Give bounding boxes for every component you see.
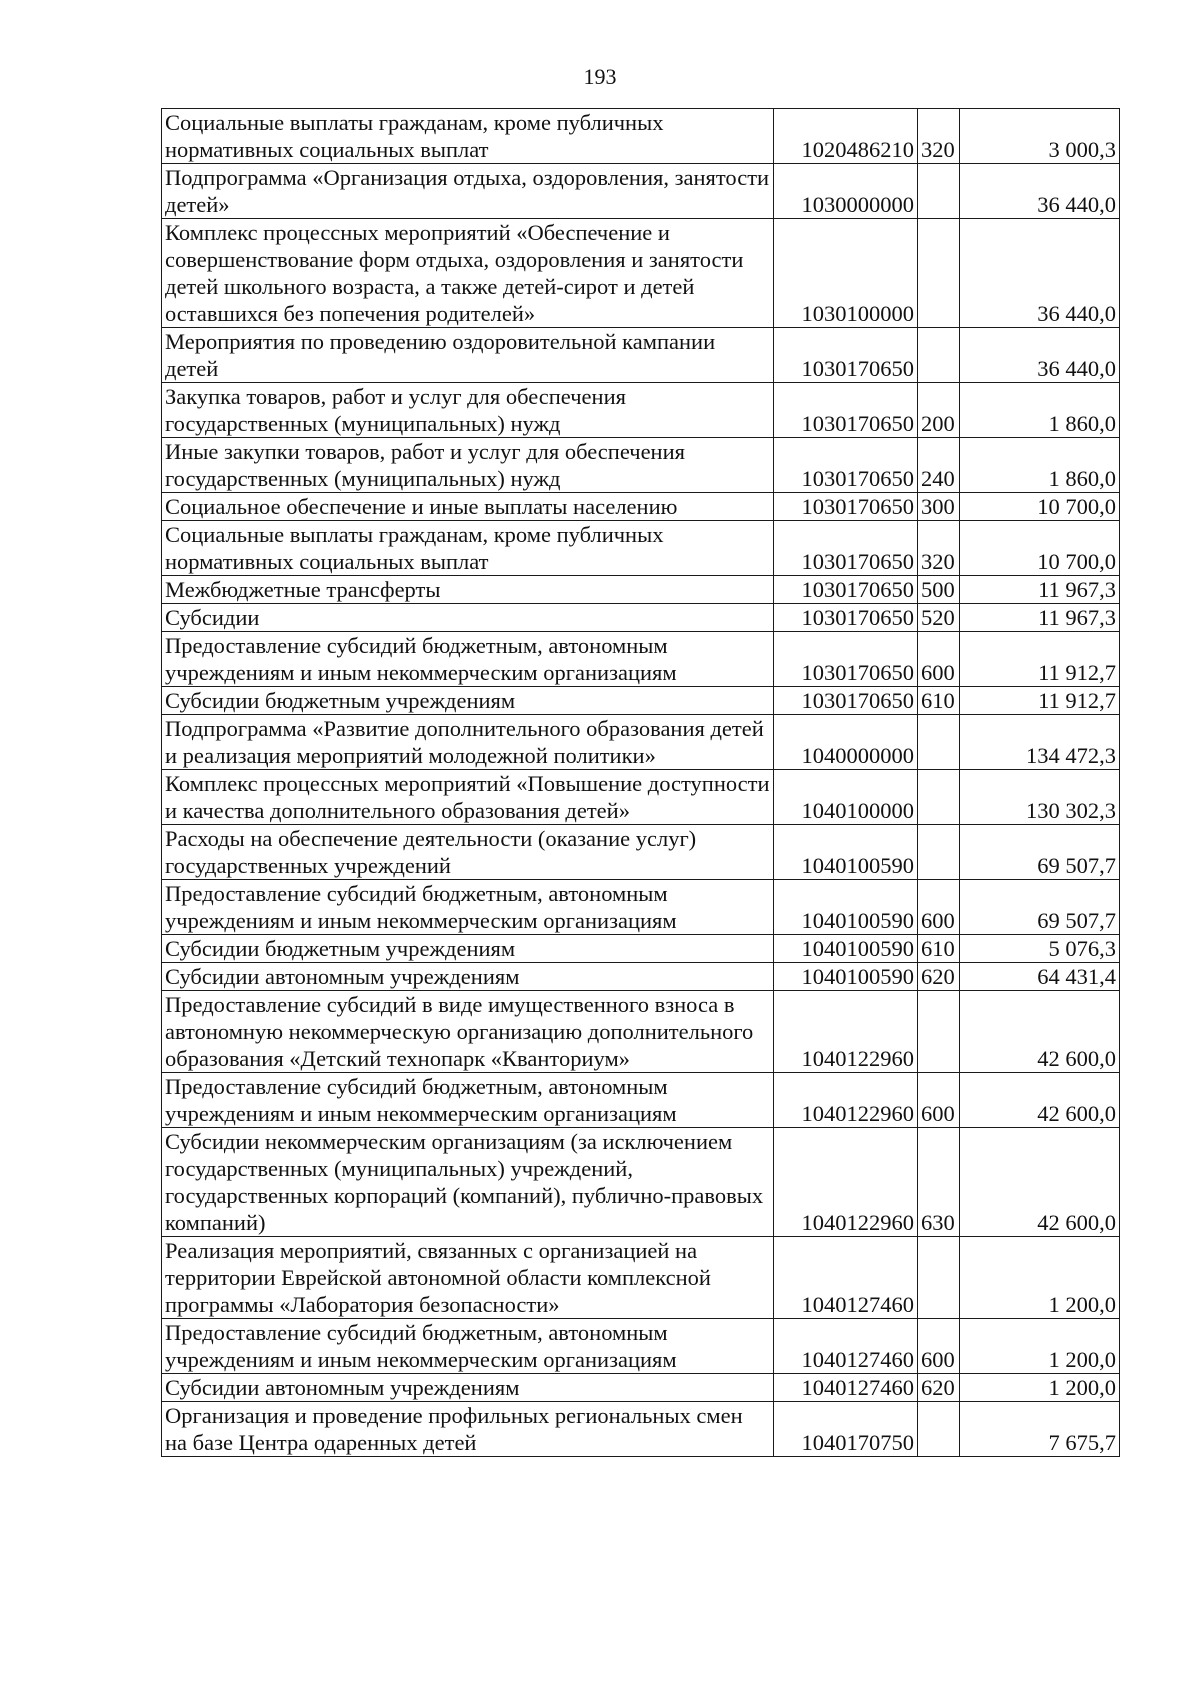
row-name: Подпрограмма «Развитие дополнительного образования детей и реализация мероприятий молодежной политики» xyxy=(162,715,774,770)
row-code: 1040100590 xyxy=(774,935,918,963)
row-code: 1040100590 xyxy=(774,963,918,991)
row-sum: 7 675,7 xyxy=(960,1402,1120,1457)
table-row xyxy=(162,963,1120,991)
row-sum: 69 507,7 xyxy=(960,825,1120,880)
table-row xyxy=(162,383,1120,438)
row-code: 1030100000 xyxy=(774,219,918,328)
row-code: 1020486210 xyxy=(774,109,918,164)
row-name: Субсидии xyxy=(162,604,774,632)
row-vr: 600 xyxy=(918,1319,960,1374)
row-vr xyxy=(918,1402,960,1457)
row-code: 1040127460 xyxy=(774,1237,918,1319)
row-name: Закупка товаров, работ и услуг для обеспечения государственных (муниципальных) нужд xyxy=(162,383,774,438)
row-vr xyxy=(918,328,960,383)
row-code: 1040127460 xyxy=(774,1374,918,1402)
table-row xyxy=(162,604,1120,632)
row-code: 1030170650 xyxy=(774,438,918,493)
page-number: 193 xyxy=(583,64,617,89)
row-code: 1040100000 xyxy=(774,770,918,825)
row-vr: 320 xyxy=(918,521,960,576)
row-name: Подпрограмма «Организация отдыха, оздоровления, занятости детей» xyxy=(162,164,774,219)
row-vr: 500 xyxy=(918,576,960,604)
row-sum: 5 076,3 xyxy=(960,935,1120,963)
row-vr: 200 xyxy=(918,383,960,438)
row-code: 1030170650 xyxy=(774,632,918,687)
row-sum: 130 302,3 xyxy=(960,770,1120,825)
row-name: Субсидии бюджетным учреждениям xyxy=(162,687,774,715)
row-code: 1040100590 xyxy=(774,880,918,935)
row-vr xyxy=(918,164,960,219)
row-code: 1030170650 xyxy=(774,328,918,383)
row-name: Социальные выплаты гражданам, кроме публичных нормативных социальных выплат xyxy=(162,109,774,164)
row-vr: 300 xyxy=(918,493,960,521)
row-vr: 630 xyxy=(918,1128,960,1237)
row-vr: 620 xyxy=(918,963,960,991)
table-row xyxy=(162,632,1120,687)
table-row xyxy=(162,493,1120,521)
row-vr: 600 xyxy=(918,632,960,687)
row-name: Организация и проведение профильных региональных смен на базе Центра одаренных детей xyxy=(162,1402,774,1457)
row-name: Расходы на обеспечение деятельности (оказание услуг) государственных учреждений xyxy=(162,825,774,880)
table-row xyxy=(162,991,1120,1073)
row-name: Социальное обеспечение и иные выплаты населению xyxy=(162,493,774,521)
row-name: Субсидии некоммерческим организациям (за исключением государственных (муниципальных) учреждений, государственных корпораций (компаний), публично-правовых компаний) xyxy=(162,1128,774,1237)
row-code: 1040122960 xyxy=(774,1073,918,1128)
row-name: Субсидии автономным учреждениям xyxy=(162,963,774,991)
row-sum: 10 700,0 xyxy=(960,521,1120,576)
row-vr: 600 xyxy=(918,880,960,935)
row-name: Мероприятия по проведению оздоровительной кампании детей xyxy=(162,328,774,383)
table-row xyxy=(162,1402,1120,1457)
row-sum: 11 967,3 xyxy=(960,576,1120,604)
row-vr xyxy=(918,1237,960,1319)
table-row xyxy=(162,880,1120,935)
table-row xyxy=(162,219,1120,328)
table-row xyxy=(162,521,1120,576)
table-row xyxy=(162,1319,1120,1374)
table-row xyxy=(162,770,1120,825)
row-sum: 11 912,7 xyxy=(960,687,1120,715)
table-row xyxy=(162,1073,1120,1128)
row-code: 1040000000 xyxy=(774,715,918,770)
row-name: Иные закупки товаров, работ и услуг для обеспечения государственных (муниципальных) нужд xyxy=(162,438,774,493)
row-name: Субсидии автономным учреждениям xyxy=(162,1374,774,1402)
row-vr: 320 xyxy=(918,109,960,164)
table-row xyxy=(162,687,1120,715)
row-name: Предоставление субсидий бюджетным, автономным учреждениям и иным некоммерческим организациям xyxy=(162,1319,774,1374)
row-name: Межбюджетные трансферты xyxy=(162,576,774,604)
row-sum: 42 600,0 xyxy=(960,991,1120,1073)
row-name: Предоставление субсидий бюджетным, автономным учреждениям и иным некоммерческим организациям xyxy=(162,632,774,687)
row-sum: 1 200,0 xyxy=(960,1374,1120,1402)
row-name: Социальные выплаты гражданам, кроме публичных нормативных социальных выплат xyxy=(162,521,774,576)
row-name: Субсидии бюджетным учреждениям xyxy=(162,935,774,963)
row-code: 1040127460 xyxy=(774,1319,918,1374)
row-sum: 64 431,4 xyxy=(960,963,1120,991)
table-row xyxy=(162,1374,1120,1402)
table-row xyxy=(162,825,1120,880)
table-row xyxy=(162,576,1120,604)
table-row xyxy=(162,935,1120,963)
row-sum: 36 440,0 xyxy=(960,328,1120,383)
row-vr xyxy=(918,219,960,328)
row-name: Комплекс процессных мероприятий «Повышение доступности и качества дополнительного образования детей» xyxy=(162,770,774,825)
row-name: Предоставление субсидий в виде имущественного взноса в автономную некоммерческую организацию дополнительного образования «Детский технопарк «Кванториум» xyxy=(162,991,774,1073)
row-vr xyxy=(918,825,960,880)
row-vr xyxy=(918,991,960,1073)
row-name: Предоставление субсидий бюджетным, автономным учреждениям и иным некоммерческим организациям xyxy=(162,880,774,935)
row-vr: 610 xyxy=(918,935,960,963)
table-row xyxy=(162,715,1120,770)
row-sum: 11 967,3 xyxy=(960,604,1120,632)
row-sum: 42 600,0 xyxy=(960,1073,1120,1128)
row-vr xyxy=(918,715,960,770)
row-code: 1030170650 xyxy=(774,604,918,632)
table-row xyxy=(162,164,1120,219)
table-row xyxy=(162,438,1120,493)
row-vr: 240 xyxy=(918,438,960,493)
row-vr: 520 xyxy=(918,604,960,632)
table-row xyxy=(162,109,1120,164)
row-vr xyxy=(918,770,960,825)
row-sum: 1 200,0 xyxy=(960,1319,1120,1374)
row-sum: 134 472,3 xyxy=(960,715,1120,770)
row-sum: 11 912,7 xyxy=(960,632,1120,687)
row-sum: 1 200,0 xyxy=(960,1237,1120,1319)
row-name: Реализация мероприятий, связанных с организацией на территории Еврейской автономной области комплексной программы «Лаборатория безопасности» xyxy=(162,1237,774,1319)
table-row xyxy=(162,328,1120,383)
row-code: 1030170650 xyxy=(774,576,918,604)
row-sum: 1 860,0 xyxy=(960,438,1120,493)
row-code: 1030000000 xyxy=(774,164,918,219)
table-row xyxy=(162,1237,1120,1319)
row-code: 1030170650 xyxy=(774,493,918,521)
row-name: Предоставление субсидий бюджетным, автономным учреждениям и иным некоммерческим организациям xyxy=(162,1073,774,1128)
row-code: 1030170650 xyxy=(774,521,918,576)
row-code: 1040122960 xyxy=(774,991,918,1073)
row-code: 1040100590 xyxy=(774,825,918,880)
row-sum: 36 440,0 xyxy=(960,219,1120,328)
row-code: 1030170650 xyxy=(774,383,918,438)
budget-table-body xyxy=(162,109,1120,1457)
row-vr: 600 xyxy=(918,1073,960,1128)
row-sum: 3 000,3 xyxy=(960,109,1120,164)
row-sum: 69 507,7 xyxy=(960,880,1120,935)
row-code: 1040122960 xyxy=(774,1128,918,1237)
budget-table xyxy=(161,108,1120,1457)
row-vr: 610 xyxy=(918,687,960,715)
row-sum: 1 860,0 xyxy=(960,383,1120,438)
row-vr: 620 xyxy=(918,1374,960,1402)
row-sum: 42 600,0 xyxy=(960,1128,1120,1237)
row-name: Комплекс процессных мероприятий «Обеспечение и совершенствование форм отдыха, оздоровления и занятости детей школьного возраста, а также детей-сирот и детей оставшихся без попечения родителей» xyxy=(162,219,774,328)
row-code: 1040170750 xyxy=(774,1402,918,1457)
row-sum: 10 700,0 xyxy=(960,493,1120,521)
row-code: 1030170650 xyxy=(774,687,918,715)
table-row xyxy=(162,1128,1120,1237)
row-sum: 36 440,0 xyxy=(960,164,1120,219)
